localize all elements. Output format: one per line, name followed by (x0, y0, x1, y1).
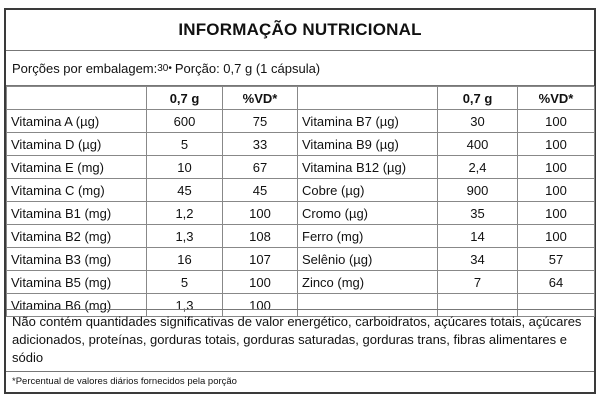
left-nutrient-name: Vitamina B2 (mg) (7, 225, 147, 248)
right-nutrient-name: Cromo (µg) (298, 202, 438, 225)
left-nutrient-name: Vitamina B5 (mg) (7, 271, 147, 294)
header-vd-left: %VD* (223, 87, 298, 110)
portions-line (6, 50, 594, 86)
left-nutrient-name: Vitamina B1 (mg) (7, 202, 147, 225)
left-nutrient-name: Vitamina A (µg) (7, 110, 147, 133)
right-nutrient-amount: 900 (438, 179, 518, 202)
right-nutrient-amount: 14 (438, 225, 518, 248)
right-nutrient-amount: 400 (438, 133, 518, 156)
left-nutrient-amount: 5 (147, 271, 223, 294)
right-nutrient-name: Selênio (µg) (298, 248, 438, 271)
right-nutrient-name: Vitamina B7 (µg) (298, 110, 438, 133)
right-nutrient-vd: 57 (518, 248, 595, 271)
left-nutrient-amount: 1,2 (147, 202, 223, 225)
right-nutrient-amount: 7 (438, 271, 518, 294)
portions-bullet: • (168, 62, 172, 74)
table-row (7, 271, 595, 294)
header-blank-right (298, 87, 438, 110)
right-nutrient-vd: 100 (518, 225, 595, 248)
left-nutrient-amount: 1,3 (147, 294, 223, 317)
right-nutrient-vd: 100 (518, 179, 595, 202)
right-nutrient-vd: 100 (518, 202, 595, 225)
vd-footnote: *Percentual de valores diários fornecidos pela porção (6, 371, 594, 394)
left-nutrient-vd: 100 (223, 294, 298, 317)
table-row (7, 110, 595, 133)
serving-size: Porção: 0,7 g (1 cápsula) (174, 60, 321, 76)
right-nutrient-amount: 35 (438, 202, 518, 225)
left-nutrient-name: Vitamina E (mg) (7, 156, 147, 179)
left-nutrient-vd: 100 (223, 202, 298, 225)
left-nutrient-vd: 45 (223, 179, 298, 202)
right-nutrient-vd: 64 (518, 271, 595, 294)
right-nutrient-name: Vitamina B9 (µg) (298, 133, 438, 156)
left-nutrient-amount: 600 (147, 110, 223, 133)
right-nutrient-name: Ferro (mg) (298, 225, 438, 248)
left-nutrient-name: Vitamina B6 (mg) (7, 294, 147, 317)
header-portion-left: 0,7 g (147, 87, 223, 110)
table-row (7, 156, 595, 179)
right-nutrient-amount: 2,4 (438, 156, 518, 179)
table-row (7, 179, 595, 202)
right-nutrient-amount: 30 (438, 110, 518, 133)
left-nutrient-vd: 100 (223, 271, 298, 294)
panel-title: INFORMAÇÃO NUTRICIONAL (178, 20, 422, 39)
left-nutrient-amount: 5 (147, 133, 223, 156)
right-nutrient-name: Vitamina B12 (µg) (298, 156, 438, 179)
right-nutrient-name: Cobre (µg) (298, 179, 438, 202)
left-nutrient-amount: 10 (147, 156, 223, 179)
right-nutrient-amount: 34 (438, 248, 518, 271)
left-nutrient-vd: 67 (223, 156, 298, 179)
left-nutrient-name: Vitamina B3 (mg) (7, 248, 147, 271)
header-portion-right: 0,7 g (438, 87, 518, 110)
nutrition-facts-panel (4, 8, 596, 394)
nutrients-table (6, 86, 595, 317)
table-row (7, 248, 595, 271)
left-nutrient-amount: 16 (147, 248, 223, 271)
right-nutrient-vd: 100 (518, 156, 595, 179)
left-nutrient-amount: 1,3 (147, 225, 223, 248)
right-nutrient-name: Zinco (mg) (298, 271, 438, 294)
portions-count: 30 (157, 62, 169, 74)
right-nutrient-vd: 100 (518, 110, 595, 133)
left-nutrient-vd: 107 (223, 248, 298, 271)
not-significant-note: Não contém quantidades significativas de valor energético, carboidratos, açúcares totais, açúcares adicionados, proteínas, gorduras totais, gorduras saturadas, gorduras trans, fibras alimentares e sódio (6, 309, 594, 371)
left-nutrient-vd: 75 (223, 110, 298, 133)
table-row (7, 202, 595, 225)
portions-label: Porções por embalagem: (12, 60, 158, 76)
left-nutrient-amount: 45 (147, 179, 223, 202)
table-row (7, 225, 595, 248)
left-nutrient-vd: 108 (223, 225, 298, 248)
left-nutrient-vd: 33 (223, 133, 298, 156)
left-nutrient-name: Vitamina C (mg) (7, 179, 147, 202)
table-header-row (7, 87, 595, 110)
header-blank-left (7, 87, 147, 110)
table-row (7, 133, 595, 156)
right-nutrient-vd: 100 (518, 133, 595, 156)
header-vd-right: %VD* (518, 87, 595, 110)
left-nutrient-name: Vitamina D (µg) (7, 133, 147, 156)
